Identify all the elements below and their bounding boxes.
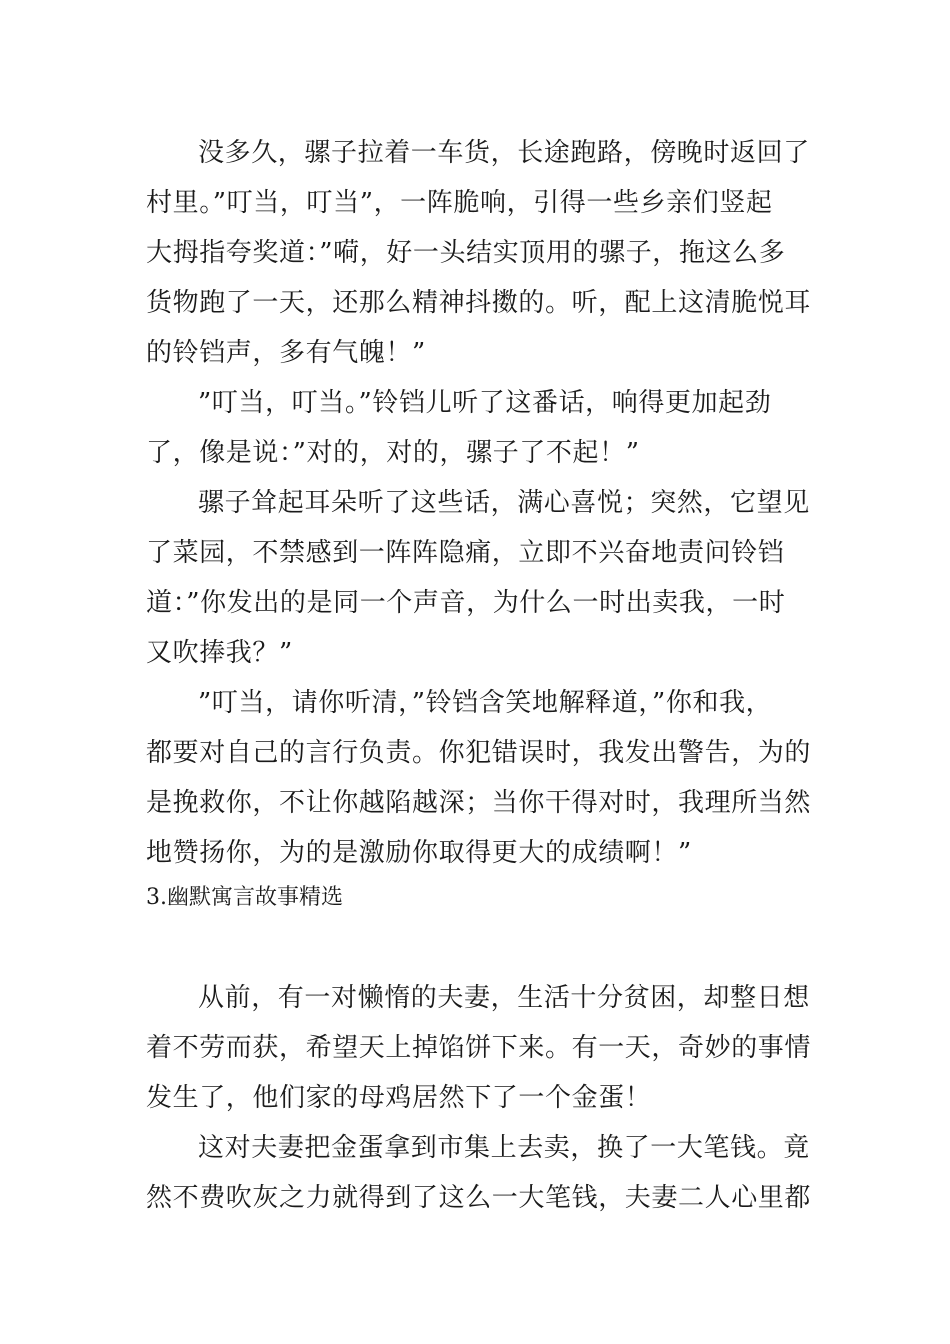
paragraph-1-line-2: 村里。”叮当，叮当”，一阵脆响，引得一些乡亲们竖起	[146, 188, 773, 218]
paragraph-2-line-2: 了，像是说：”对的，对的，骡子了不起！”	[146, 438, 640, 468]
paragraph-3-line-1: 骡子耸起耳朵听了这些话，满心喜悦；突然，它望见	[198, 488, 810, 518]
paragraph-4-line-2: 都要对自己的言行负责。你犯错误时，我发出警告，为的	[146, 738, 812, 768]
paragraph-2-line-1: ”叮当，叮当。”铃铛儿听了这番话，响得更加起劲	[198, 388, 772, 418]
paragraph-4-line-4: 地赞扬你，为的是激励你取得更大的成绩啊！”	[146, 838, 692, 868]
paragraph-1-line-5: 的铃铛声，多有气魄！”	[146, 338, 426, 368]
story2-paragraph-1-line-2: 着不劳而获，希望天上掉馅饼下来。有一天，奇妙的事情	[146, 1033, 812, 1063]
story2-paragraph-1-line-3: 发生了，他们家的母鸡居然下了一个金蛋！	[146, 1083, 652, 1113]
paragraph-4-line-1: ”叮当，请你听清，”铃铛含笑地解释道，”你和我，	[198, 688, 773, 718]
story2-paragraph-2-line-2: 然不费吹灰之力就得到了这么一大笔钱，夫妻二人心里都	[146, 1183, 812, 1213]
paragraph-3-line-4: 又吹捧我？”	[146, 638, 293, 668]
paragraph-1-line-1: 没多久，骡子拉着一车货，长途跑路，傍晚时返回了	[198, 138, 810, 168]
story2-paragraph-2-line-1: 这对夫妻把金蛋拿到市集上去卖，换了一大笔钱。竟	[198, 1133, 810, 1163]
paragraph-4-line-3: 是挽救你，不让你越陷越深；当你干得对时，我理所当然	[146, 788, 812, 818]
paragraph-3-line-2: 了菜园，不禁感到一阵阵隐痛，立即不兴奋地责问铃铛	[146, 538, 785, 568]
paragraph-3-line-3: 道：”你发出的是同一个声音，为什么一时出卖我，一时	[146, 588, 786, 618]
paragraph-1-line-4: 货物跑了一天，还那么精神抖擞的。听，配上这清脆悦耳	[146, 288, 812, 318]
section-heading: 3.幽默寓言故事精选	[146, 885, 343, 910]
story2-paragraph-1-line-1: 从前，有一对懒惰的夫妻，生活十分贫困，却整日想	[198, 983, 810, 1013]
paragraph-1-line-3: 大拇指夸奖道：”嗬，好一头结实顶用的骡子，拖这么多	[146, 238, 786, 268]
